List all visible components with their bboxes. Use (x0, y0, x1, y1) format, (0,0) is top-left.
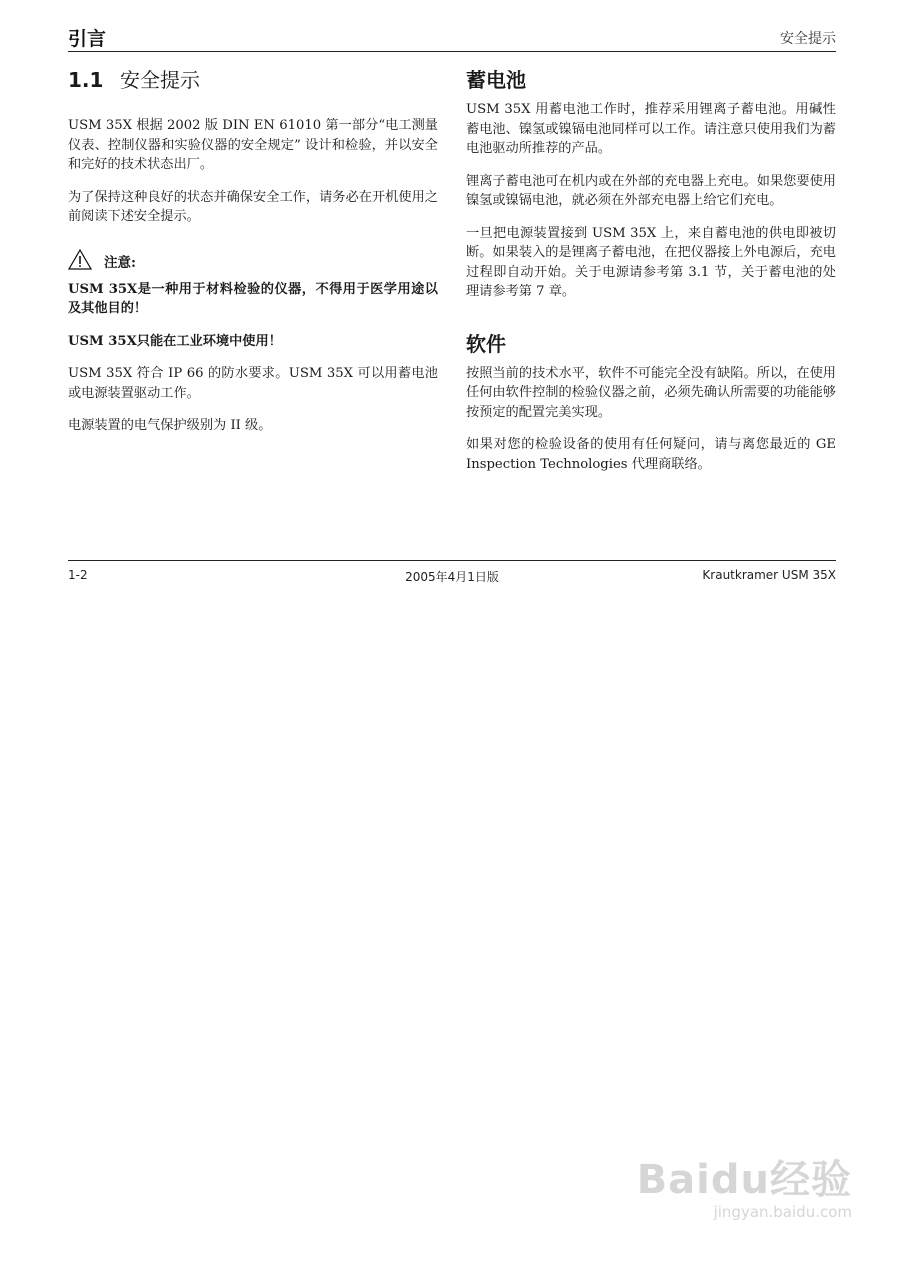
software-title: 软件 (466, 331, 506, 356)
section-heading (68, 66, 438, 94)
footer-edition: 2005年4月1日版 (405, 570, 499, 584)
software-paragraph-1: 按照当前的技术水平，软件不可能完全没有缺陷。所以，在使用任何由软件控制的检验仪器之前，必须先确认所需要的功能能够按预定的配置完美实现。 (466, 365, 836, 420)
footer-rule (68, 560, 836, 561)
watermark-url: jingyan.baidu.com (713, 1203, 852, 1221)
header-section: 安全提示 (780, 31, 836, 47)
right-column (466, 66, 836, 487)
protection-class-paragraph: 电源装置的电气保护级别为 II 级。 (68, 418, 272, 433)
footer-page-number: 1-2 (68, 568, 88, 582)
section-title: 安全提示 (120, 68, 200, 92)
header-rule (68, 51, 836, 52)
footer-product: Krautkramer USM 35X (702, 568, 836, 582)
baidu-watermark (637, 1148, 852, 1221)
notice-label: 注意: (104, 255, 136, 271)
warning-triangle-icon (68, 249, 104, 274)
battery-paragraph-2: 锂离子蓄电池可在机内或在外部的充电器上充电。如果您要使用镍氢或镍镉电池，就必须在外部充电器上给它们充电。 (466, 173, 836, 208)
intro-paragraph-2: 为了保持这种良好的状态并确保安全工作，请务必在开机使用之前阅读下述安全提示。 (68, 189, 438, 224)
intro-paragraph-1: USM 35X 根据 2002 版 DIN EN 61010 第一部分“电工测量仪表、控制仪器和实验仪器的安全规定” 设计和检验，并以安全和完好的技术状态出厂。 (68, 118, 438, 172)
section-number: 1.1 (68, 68, 104, 92)
battery-paragraph-1: USM 35X 用蓄电池工作时，推荐采用锂离子蓄电池。用碱性蓄电池、镍氢或镍镉电池同样可以工作。请注意只使用我们为蓄电池驱动所推荐的产品。 (466, 102, 836, 156)
warning-paragraph-2: USM 35X只能在工业环境中使用！ (68, 333, 282, 349)
battery-title: 蓄电池 (466, 68, 526, 92)
left-column (68, 66, 438, 449)
warning-paragraph-1: USM 35X是一种用于材料检验的仪器，不得用于医学用途以及其他目的！ (68, 281, 438, 316)
header-chapter: 引言 (68, 28, 107, 50)
notice-heading (68, 249, 438, 274)
ip-paragraph: USM 35X 符合 IP 66 的防水要求。USM 35X 可以用蓄电池或电源装置驱动工作。 (68, 366, 438, 401)
watermark-logo: Baidu经验 (636, 1157, 852, 1203)
software-paragraph-2: 如果对您的检验设备的使用有任何疑问，请与离您最近的 GE Inspection Technologies 代理商联络。 (466, 437, 836, 472)
battery-paragraph-3: 一旦把电源装置接到 USM 35X 上，来自蓄电池的供电即被切断。如果装入的是锂离子蓄电池，在把仪器接上外电源后，充电过程即自动开始。关于电源请参考第 3.1 节，关于蓄电池的处理请参考第 7 章。 (466, 225, 836, 299)
